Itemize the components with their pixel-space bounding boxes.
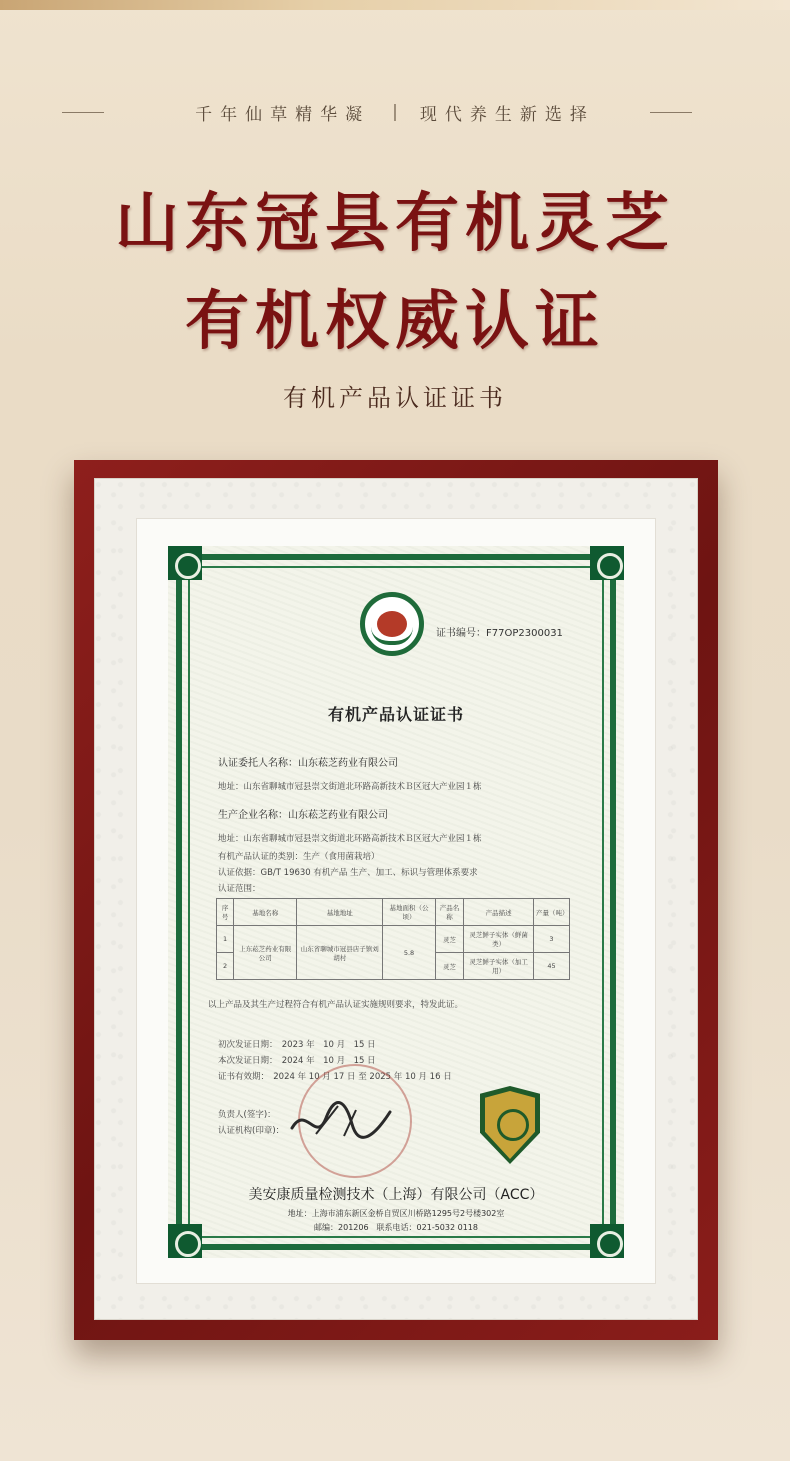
scope-table <box>216 898 570 980</box>
organic-seal-icon <box>360 592 424 656</box>
hero-title-line1: 山东冠县有机灵芝 <box>115 186 675 261</box>
table-cell: 灵芝鲜子实体（鲜菌类） <box>464 926 534 953</box>
tagline-separator: | <box>392 102 398 122</box>
certificate-number: 证书编号：F77OP2300031 <box>436 628 563 639</box>
this-issue-date: 本次发证日期： 2024 年 10 月 15 日 <box>218 1056 376 1066</box>
conclusion: 以上产品及其生产过程符合有机产品认证实施规则要求，特发此证。 <box>208 1000 464 1010</box>
table-header: 基地名称 <box>234 899 297 926</box>
table-header: 产品描述 <box>464 899 534 926</box>
table-header: 基地地址 <box>297 899 383 926</box>
frame-paper <box>94 478 698 1320</box>
producer-name: 生产企业名称：山东菘芝药业有限公司 <box>218 810 388 821</box>
scope-label: 认证范围： <box>218 884 261 894</box>
certification-basis: 认证依据：GB/T 19630 有机产品 生产、加工、标识与管理体系要求 <box>218 868 478 878</box>
tagline-right: 现代养生新选择 <box>419 104 595 125</box>
issuer-contact: 邮编：201206 联系电话：021-5032 0118 <box>314 1223 478 1232</box>
table-row <box>217 926 570 953</box>
table-cell: 山东省聊城市冠县店子镇刘胡村 <box>297 926 383 980</box>
tagline <box>0 100 790 124</box>
top-decor-strip <box>0 0 790 10</box>
table-cell: 3 <box>533 926 569 953</box>
table-header-row <box>217 899 570 926</box>
signature-icon <box>286 1094 396 1150</box>
table-cell: 灵芝 <box>435 926 464 953</box>
picture-frame <box>74 460 718 1340</box>
table-cell: 5.8 <box>383 926 435 980</box>
issuing-organization: 美安康质量检测技术（上海）有限公司（ACC） <box>248 1187 544 1203</box>
certification-category: 有机产品认证的类别：生产（食用菌栽培） <box>218 852 380 862</box>
tagline-left: 千年仙草精华凝 <box>195 104 371 125</box>
validity-period: 证书有效期： 2024 年 10 月 17 日 至 2025 年 10 月 16 日 <box>218 1072 452 1082</box>
client-address: 地址：山东省聊城市冠县崇文街道北环路高新技术Ｂ区冠大产业园１栋 <box>218 782 482 792</box>
issuer-address: 地址：上海市浦东新区金桥自贸区川桥路1295号2号楼302室 <box>287 1209 505 1218</box>
certificate-title: 有机产品认证证书 <box>327 705 464 724</box>
first-issue-date: 初次发证日期： 2023 年 10 月 15 日 <box>218 1040 376 1050</box>
producer-address: 地址：山东省聊城市冠县崇文街道北环路高新技术Ｂ区冠大产业园１栋 <box>218 834 482 844</box>
table-header: 产品名称 <box>435 899 464 926</box>
client-name: 认证委托人名称：山东菘芝药业有限公司 <box>218 758 398 769</box>
table-cell: 上东菘芝药业有限公司 <box>234 926 297 980</box>
section-subtitle: 有机产品认证证书 <box>283 384 507 412</box>
corner-ornament-icon <box>168 546 202 580</box>
table-header: 基地面积（公顷） <box>383 899 435 926</box>
certificate <box>168 546 624 1258</box>
table-cell: 灵芝鲜子实体（加工用） <box>464 953 534 980</box>
hero-title-line2: 有机权威认证 <box>185 284 605 359</box>
table-cell: 灵芝 <box>435 953 464 980</box>
signer-label: 负责人(签字)： <box>218 1110 276 1120</box>
frame-mat <box>136 518 656 1284</box>
table-cell: 1 <box>217 926 234 953</box>
table-cell: 45 <box>533 953 569 980</box>
table-cell: 2 <box>217 953 234 980</box>
stamp-label: 认证机构(印章)： <box>218 1126 285 1136</box>
table-header: 序号 <box>217 899 234 926</box>
table-header: 产量（吨） <box>533 899 569 926</box>
corner-ornament-icon <box>590 546 624 580</box>
